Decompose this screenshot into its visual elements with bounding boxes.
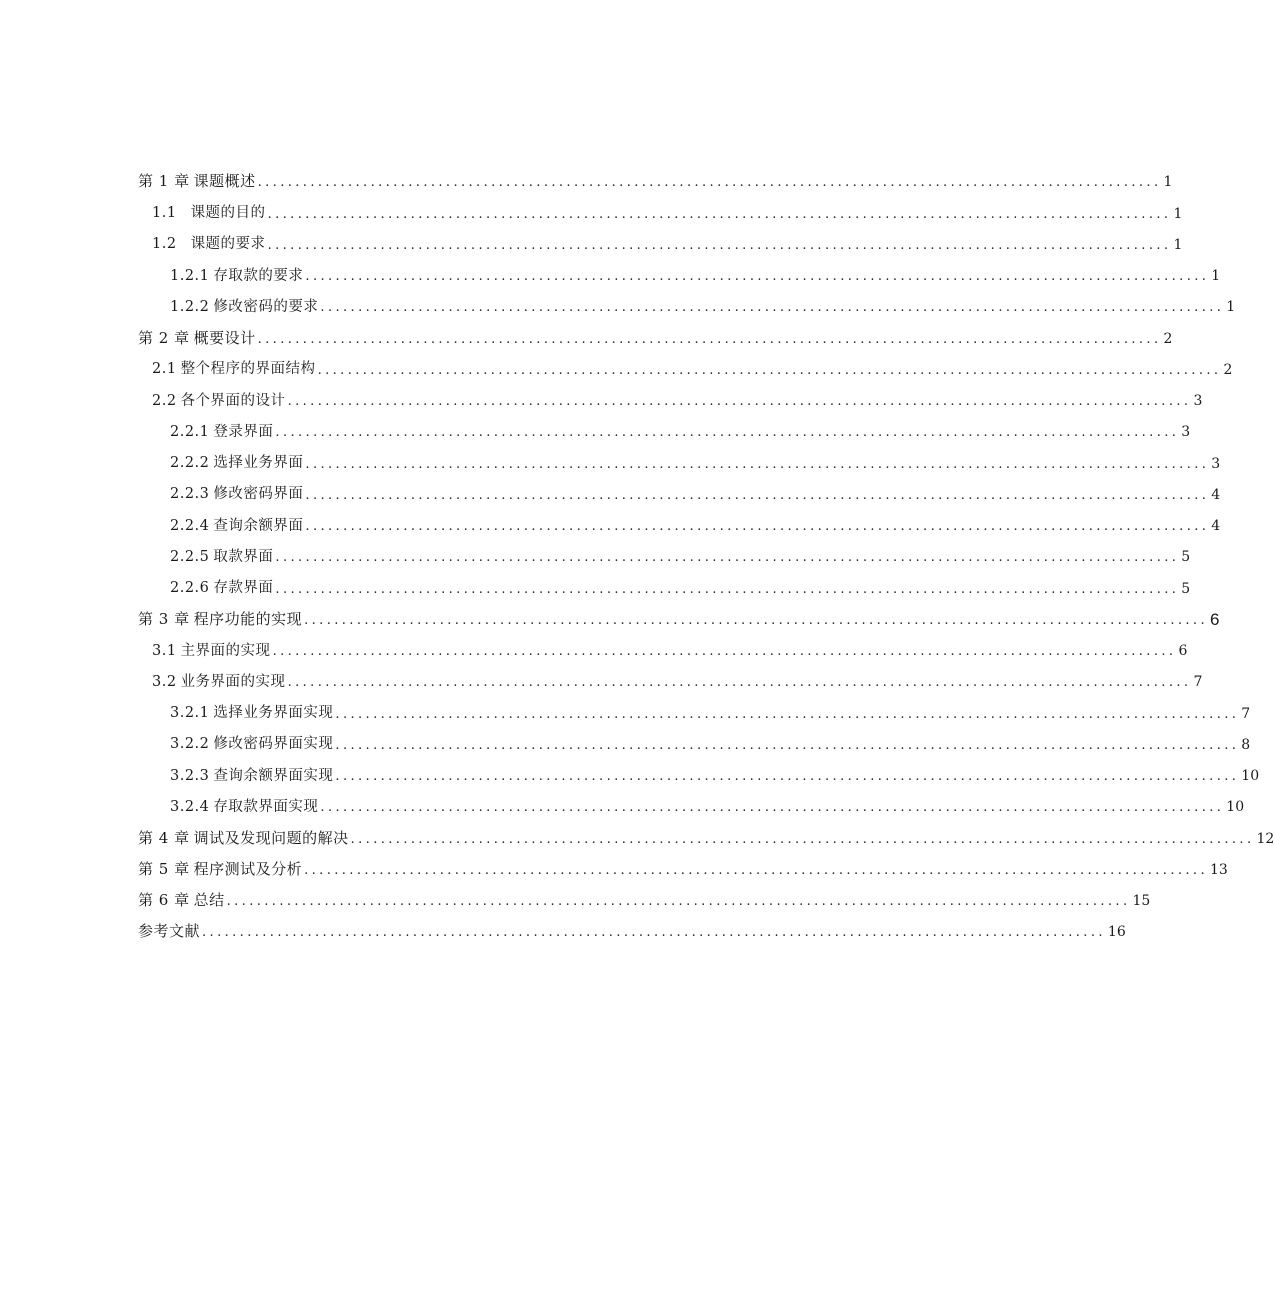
- toc-entry[interactable]: [138, 318, 1173, 349]
- toc-entry-page-number: 7: [1193, 674, 1203, 691]
- toc-entry-label: [138, 859, 303, 881]
- toc-entry[interactable]: [138, 725, 1251, 756]
- toc-leader-dots: ........................................................................................................................: [335, 769, 1240, 784]
- toc-entry-number: 1.2: [152, 236, 177, 253]
- toc-entry-page-number: 12: [1256, 830, 1274, 847]
- toc-entry-number: 3.2.4: [170, 798, 210, 815]
- toc-entry-page-number: 15: [1132, 893, 1151, 909]
- toc-leader-dots: ........................................................................................................................: [287, 675, 1192, 691]
- toc-entry-label: [138, 828, 349, 850]
- toc-entry-title: 存取款界面实现: [213, 798, 319, 815]
- toc-entry-number: 2.2.5: [170, 548, 210, 565]
- toc-entry-title: 登录界面: [213, 423, 274, 440]
- toc-entry-page-number: 4: [1211, 486, 1221, 503]
- toc-entry-label: [152, 206, 266, 225]
- toc-entry-title: 概要设计: [193, 328, 256, 347]
- toc-entry-page-number: 6: [1178, 643, 1188, 659]
- toc-entry[interactable]: [138, 225, 1183, 256]
- toc-entry-page-number: 1: [1211, 268, 1221, 284]
- toc-entry-page-number: 4: [1211, 518, 1221, 534]
- toc-leader-dots: ........................................................................................................................: [320, 300, 1225, 316]
- toc-entry-title: 总结: [193, 891, 225, 909]
- toc-entry[interactable]: [138, 787, 1245, 818]
- toc-entry-label: [152, 362, 316, 381]
- toc-entry[interactable]: [138, 475, 1221, 506]
- toc-entry-number: 第 4 章: [138, 828, 190, 847]
- toc-entry-title: 程序功能的实现: [193, 609, 303, 628]
- toc-leader-dots: ........................................................................................................................: [275, 581, 1180, 597]
- toc-entry-title: 取款界面: [213, 548, 274, 565]
- toc-entry-label: [138, 328, 256, 350]
- toc-entry-title: 各个界面的设计: [180, 392, 286, 409]
- toc-leader-dots: ........................................................................................................................: [304, 862, 1208, 878]
- toc-leader-dots: ........................................................................................................................: [267, 206, 1172, 222]
- toc-entry-title: 程序测试及分析: [193, 859, 303, 878]
- toc-entry-page-number: 10: [1241, 768, 1260, 784]
- toc-leader-dots: ........................................................................................................................: [335, 706, 1240, 722]
- toc-entry-title: 课题的要求: [190, 236, 266, 253]
- toc-entry-number: 2.2: [152, 392, 177, 409]
- toc-entry-page-number: 1: [1226, 299, 1236, 316]
- toc-entry-label: [170, 800, 318, 819]
- toc-entry-page-number: 3: [1193, 393, 1203, 409]
- toc-entry[interactable]: [138, 287, 1236, 318]
- toc-entry-label: [170, 487, 303, 506]
- toc-leader-dots: ........................................................................................................................: [320, 800, 1225, 816]
- toc-entry-number: 第 1 章: [138, 172, 190, 191]
- toc-entry-title: 整个程序的界面结构: [180, 361, 316, 378]
- toc-entry[interactable]: [138, 537, 1191, 568]
- toc-entry-page-number: 16: [1107, 924, 1126, 941]
- toc-entry[interactable]: [138, 443, 1221, 474]
- toc-entry[interactable]: [138, 818, 1274, 849]
- toc-entry-label: [170, 737, 333, 756]
- toc-entry-number: 3.1: [152, 642, 177, 659]
- toc-leader-dots: ........................................................................................................................: [226, 894, 1131, 909]
- toc-entry-number: 3.2.2: [170, 736, 210, 753]
- toc-leader-dots: ........................................................................................................................: [305, 519, 1210, 534]
- toc-entry-number: 3.2.3: [170, 767, 210, 784]
- toc-entry[interactable]: [138, 412, 1191, 443]
- toc-leader-dots: ........................................................................................................................: [275, 425, 1180, 441]
- toc-entry-title: 课题的目的: [190, 205, 266, 221]
- toc-leader-dots: ........................................................................................................................: [257, 331, 1162, 347]
- toc-leader-dots: ........................................................................................................................: [350, 831, 1255, 847]
- toc-entry-title: 修改密码界面: [213, 486, 304, 503]
- toc-entry-title: 修改密码的要求: [213, 298, 319, 315]
- table-of-contents: [138, 162, 1274, 943]
- toc-entry[interactable]: [138, 381, 1203, 412]
- toc-entry-number: 2.2.4: [170, 517, 210, 534]
- toc-entry-title: 修改密码界面实现: [213, 736, 334, 753]
- toc-entry-title: 查询余额界面: [213, 517, 304, 534]
- toc-leader-dots: ........................................................................................................................: [335, 737, 1240, 753]
- toc-entry-title: 选择业务界面: [213, 455, 304, 471]
- toc-entry-label: [152, 675, 286, 694]
- toc-entry-label: [170, 456, 303, 475]
- toc-entry[interactable]: [138, 600, 1220, 631]
- toc-entry-label: [138, 893, 225, 912]
- toc-entry-title: 存取款的要求: [213, 267, 304, 284]
- toc-entry-label: [138, 609, 303, 631]
- toc-entry[interactable]: [138, 756, 1260, 787]
- toc-entry-label: [170, 581, 273, 600]
- toc-entry[interactable]: [138, 506, 1221, 537]
- toc-entry-page-number: 13: [1210, 861, 1228, 878]
- toc-entry-page-number: 1: [1173, 236, 1183, 253]
- toc-entry-number: 2.2.3: [170, 486, 210, 503]
- toc-entry-page-number: 5: [1181, 549, 1191, 566]
- toc-entry-page-number: 3: [1211, 455, 1221, 472]
- toc-entry-title: 选择业务界面实现: [213, 705, 334, 721]
- toc-entry-number: 2.1: [152, 361, 177, 378]
- toc-leader-dots: ........................................................................................................................: [305, 456, 1210, 472]
- toc-entry[interactable]: [138, 881, 1151, 912]
- toc-leader-dots: ........................................................................................................................: [304, 612, 1208, 628]
- toc-entry-number: 2.2.2: [170, 455, 210, 471]
- toc-leader-dots: ........................................................................................................................: [202, 925, 1106, 941]
- toc-entry-label: [138, 924, 200, 943]
- toc-entry-number: 第 3 章: [138, 609, 190, 628]
- toc-entry-page-number: 3: [1181, 424, 1191, 441]
- toc-entry-number: 3.2: [152, 673, 177, 690]
- toc-entry-number: 1.1: [152, 205, 177, 221]
- toc-entry-label: [152, 644, 271, 663]
- toc-entry[interactable]: [138, 568, 1191, 599]
- toc-entry-label: [152, 394, 286, 413]
- toc-leader-dots: ........................................................................................................................: [305, 487, 1210, 503]
- toc-entry-number: 第 6 章: [138, 891, 190, 909]
- toc-entry-label: [170, 769, 333, 788]
- toc-entry-label: [170, 519, 303, 538]
- toc-entry-title: 业务界面的实现: [180, 673, 286, 690]
- toc-leader-dots: ........................................................................................................................: [305, 269, 1210, 284]
- toc-entry-label: [138, 174, 256, 193]
- toc-entry[interactable]: [138, 850, 1228, 881]
- toc-entry-number: 2.2.6: [170, 580, 210, 596]
- toc-leader-dots: ........................................................................................................................: [272, 644, 1177, 659]
- toc-entry[interactable]: [138, 693, 1251, 724]
- toc-entry-page-number: 6: [1210, 609, 1220, 629]
- toc-entry-page-number: 5: [1181, 580, 1191, 597]
- toc-entry-title: 存款界面: [213, 580, 274, 596]
- toc-entry-title: 课题概述: [193, 172, 256, 191]
- toc-entry[interactable]: [138, 162, 1173, 193]
- toc-entry-number: 3.2.1: [170, 705, 210, 721]
- toc-entry-label: [152, 237, 266, 256]
- toc-entry[interactable]: [138, 193, 1183, 224]
- toc-entry-label: [170, 269, 303, 288]
- toc-leader-dots: ........................................................................................................................: [267, 237, 1172, 253]
- toc-entry-page-number: 1: [1163, 174, 1173, 191]
- toc-entry-number: 1.2.1: [170, 267, 210, 284]
- toc-entry-page-number: 7: [1241, 705, 1251, 722]
- toc-entry-label: [170, 706, 333, 725]
- toc-entry-number: 1.2.2: [170, 298, 210, 315]
- toc-entry[interactable]: [138, 912, 1126, 943]
- toc-entry[interactable]: [138, 350, 1233, 381]
- toc-entry-label: [170, 300, 318, 319]
- toc-entry-page-number: 10: [1226, 799, 1245, 816]
- toc-entry-page-number: 2: [1163, 330, 1173, 347]
- toc-leader-dots: ........................................................................................................................: [287, 394, 1192, 409]
- toc-entry[interactable]: [138, 256, 1221, 287]
- toc-entry-page-number: 1: [1173, 205, 1183, 222]
- toc-leader-dots: ........................................................................................................................: [275, 550, 1180, 566]
- toc-entry-title: 查询余额界面实现: [213, 767, 334, 784]
- toc-entry-title: 主界面的实现: [180, 642, 271, 659]
- toc-entry-title: 调试及发现问题的解决: [193, 828, 349, 847]
- toc-entry-number: 2.2.1: [170, 423, 210, 440]
- toc-entry[interactable]: [138, 662, 1203, 693]
- toc-entry-title: 参考文献: [138, 922, 201, 941]
- toc-entry-page-number: 2: [1223, 361, 1233, 378]
- toc-entry-label: [170, 550, 273, 569]
- toc-entry-number: 第 2 章: [138, 328, 190, 347]
- toc-leader-dots: ........................................................................................................................: [257, 175, 1162, 191]
- toc-entry-number: 第 5 章: [138, 859, 190, 878]
- toc-entry-label: [170, 425, 273, 444]
- toc-entry-page-number: 8: [1241, 736, 1251, 753]
- toc-entry[interactable]: [138, 631, 1188, 662]
- toc-leader-dots: ........................................................................................................................: [317, 362, 1222, 378]
